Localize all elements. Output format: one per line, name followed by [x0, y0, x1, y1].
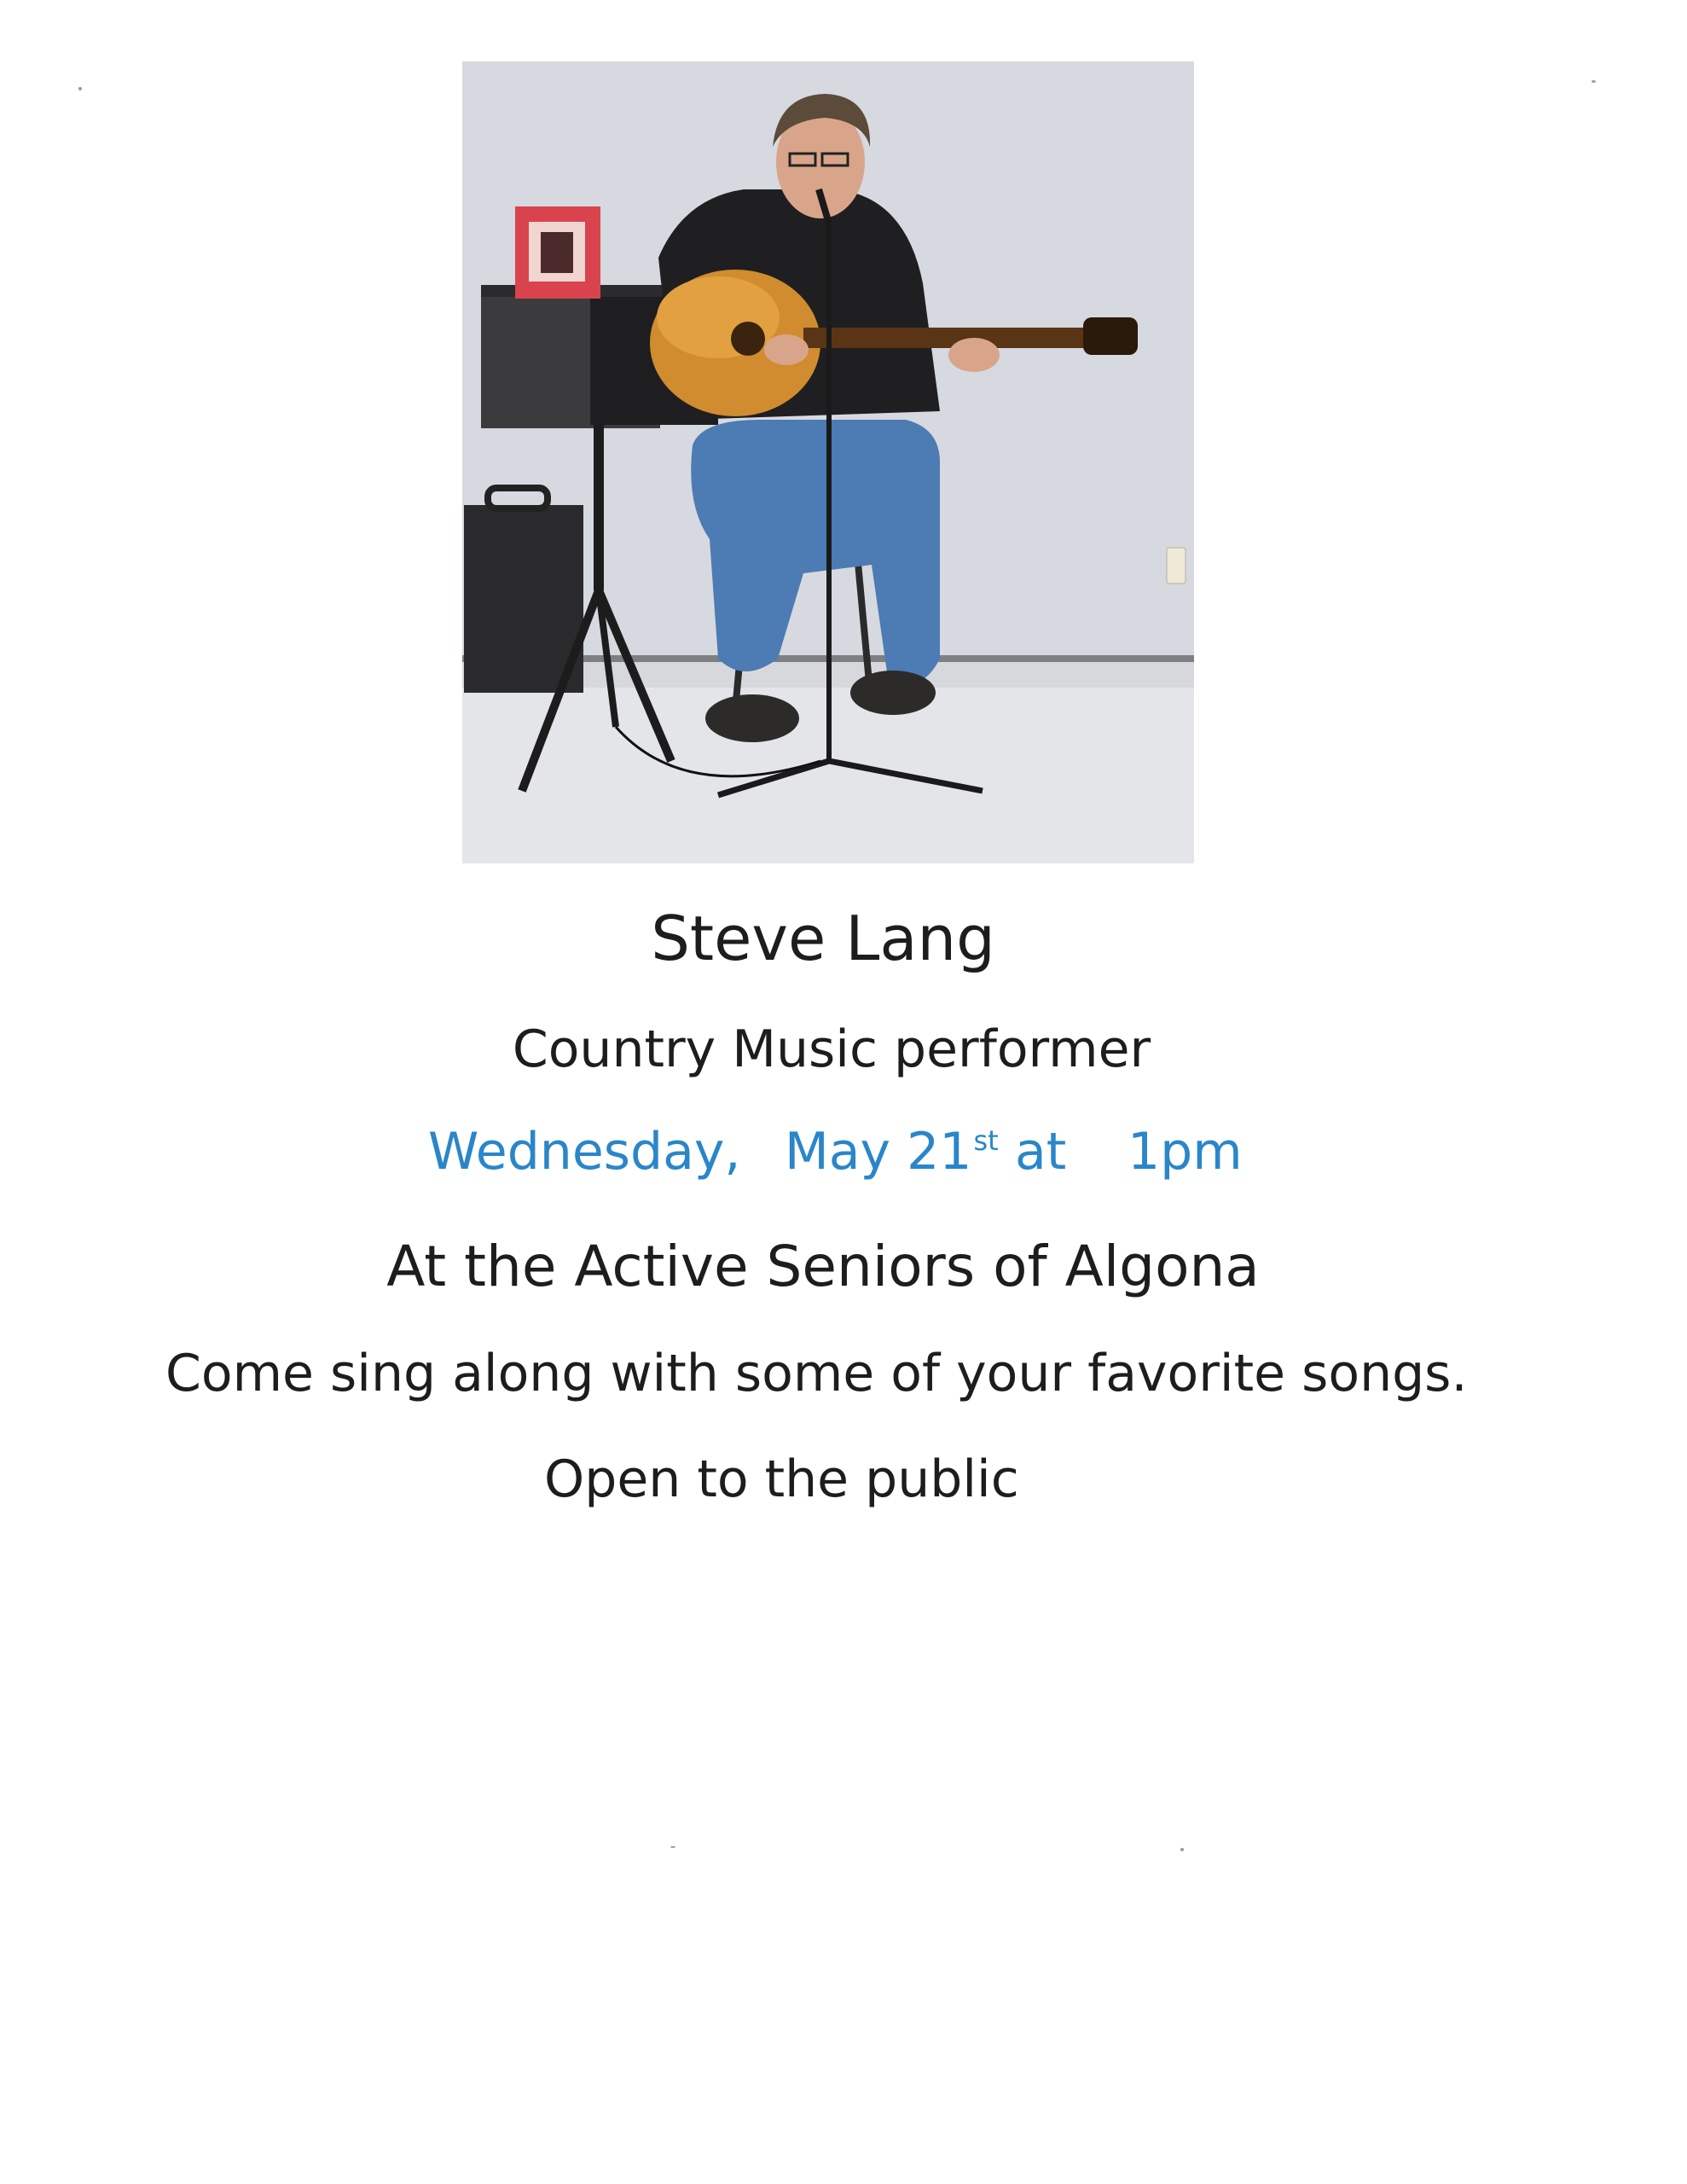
- event-time: 1pm: [1128, 1122, 1243, 1182]
- scan-speck: [670, 1846, 675, 1848]
- event-access: Open to the public: [544, 1449, 1019, 1509]
- performer-name: Steve Lang: [651, 903, 995, 974]
- scan-speck: [1591, 80, 1596, 83]
- performer-role: Country Music performer: [512, 1019, 1151, 1079]
- event-date-suffix: st: [973, 1124, 999, 1157]
- scan-speck: [1180, 1848, 1184, 1851]
- event-date: [785, 1118, 999, 1194]
- event-day: Wednesday,: [428, 1122, 741, 1182]
- performer-photo: [462, 61, 1194, 863]
- scan-speck: [78, 87, 82, 90]
- event-venue: At the Active Seniors of Algona: [386, 1234, 1260, 1299]
- event-date-main: May 21: [785, 1122, 972, 1182]
- event-connector: at: [1015, 1122, 1067, 1182]
- event-invitation: Come sing along with some of your favorite songs.: [165, 1344, 1468, 1403]
